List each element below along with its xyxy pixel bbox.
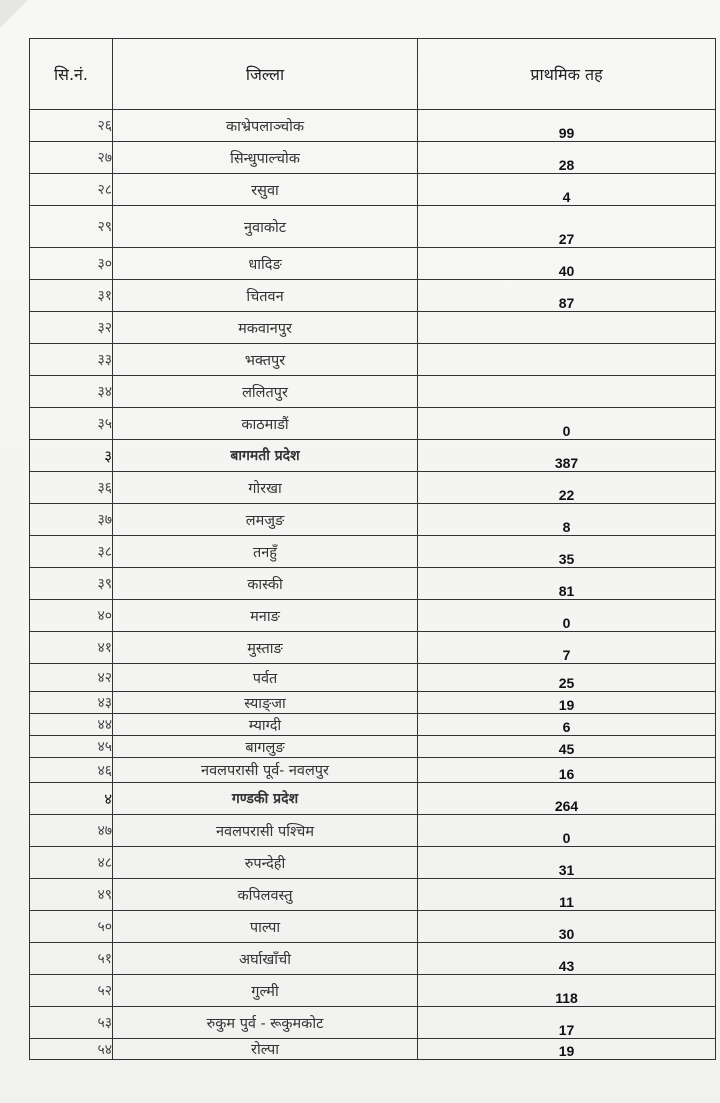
primary-level-value-cell: 27	[418, 206, 716, 248]
district-name-cell: म्याग्दी	[113, 714, 418, 736]
header-district: जिल्ला	[113, 39, 418, 110]
serial-number-cell: ३८	[30, 536, 113, 568]
primary-level-value-cell: 99	[418, 110, 716, 142]
district-name-cell: गोरखा	[113, 472, 418, 504]
serial-number-cell: ४१	[30, 632, 113, 664]
primary-level-value-cell: 19	[418, 1039, 716, 1060]
folded-corner	[0, 0, 40, 40]
serial-number-cell: ३४	[30, 376, 113, 408]
table-row	[30, 815, 716, 847]
district-name-cell: बागमती प्रदेश	[113, 440, 418, 472]
primary-level-value-cell: 35	[418, 536, 716, 568]
district-name-cell: नवलपरासी पश्चिम	[113, 815, 418, 847]
serial-number-cell: ४५	[30, 736, 113, 758]
district-name-cell: कपिलवस्तु	[113, 879, 418, 911]
serial-number-cell: २८	[30, 174, 113, 206]
primary-level-value-cell: 264	[418, 783, 716, 815]
district-name-cell: नुवाकोट	[113, 206, 418, 248]
primary-level-value-cell: 4	[418, 174, 716, 206]
district-name-cell: रुकुम पुर्व - रूकुमकोट	[113, 1007, 418, 1039]
primary-level-value-cell: 87	[418, 280, 716, 312]
serial-number-cell: ४६	[30, 758, 113, 783]
table-row	[30, 847, 716, 879]
primary-level-value-cell: 31	[418, 847, 716, 879]
district-name-cell: गुल्मी	[113, 975, 418, 1007]
serial-number-cell: ५१	[30, 943, 113, 975]
table-row	[30, 1007, 716, 1039]
primary-level-value-cell: 6	[418, 714, 716, 736]
table-row	[30, 376, 716, 408]
primary-level-value-cell: 43	[418, 943, 716, 975]
district-name-cell: मुस्ताङ	[113, 632, 418, 664]
district-name-cell: अर्घाखाँची	[113, 943, 418, 975]
district-name-cell: लमजुङ	[113, 504, 418, 536]
primary-level-value-cell: 28	[418, 142, 716, 174]
serial-number-cell: ४९	[30, 879, 113, 911]
district-name-cell: रसुवा	[113, 174, 418, 206]
table-row	[30, 408, 716, 440]
table-row	[30, 632, 716, 664]
header-primary-level: प्राथमिक तह	[418, 39, 716, 110]
serial-number-cell: ३	[30, 440, 113, 472]
serial-number-cell: ३७	[30, 504, 113, 536]
header-row	[30, 39, 716, 110]
table-row	[30, 110, 716, 142]
primary-level-value-cell: 7	[418, 632, 716, 664]
table-row	[30, 568, 716, 600]
primary-level-value-cell: 25	[418, 664, 716, 692]
serial-number-cell: ३६	[30, 472, 113, 504]
serial-number-cell: ३९	[30, 568, 113, 600]
serial-number-cell: ३३	[30, 344, 113, 376]
table-row	[30, 664, 716, 692]
primary-level-value-cell: 16	[418, 758, 716, 783]
table-row	[30, 472, 716, 504]
primary-level-value-cell	[418, 312, 716, 344]
serial-number-cell: ४८	[30, 847, 113, 879]
primary-level-value-cell: 8	[418, 504, 716, 536]
table-row	[30, 692, 716, 714]
primary-level-value-cell: 22	[418, 472, 716, 504]
serial-number-cell: ५०	[30, 911, 113, 943]
primary-level-value-cell: 19	[418, 692, 716, 714]
table-row	[30, 280, 716, 312]
table-row	[30, 736, 716, 758]
serial-number-cell: ५३	[30, 1007, 113, 1039]
serial-number-cell: ३०	[30, 248, 113, 280]
serial-number-cell: ३५	[30, 408, 113, 440]
table-row	[30, 344, 716, 376]
district-name-cell: मकवानपुर	[113, 312, 418, 344]
table-body	[30, 110, 716, 1060]
serial-number-cell: २९	[30, 206, 113, 248]
table-row-total	[30, 783, 716, 815]
table-row	[30, 1039, 716, 1060]
district-name-cell: सिन्धुपाल्चोक	[113, 142, 418, 174]
table-row	[30, 714, 716, 736]
serial-number-cell: ३२	[30, 312, 113, 344]
header-serial: सि.नं.	[30, 39, 113, 110]
district-name-cell: पाल्पा	[113, 911, 418, 943]
serial-number-cell: ४	[30, 783, 113, 815]
serial-number-cell: ४७	[30, 815, 113, 847]
serial-number-cell: ४२	[30, 664, 113, 692]
primary-level-value-cell: 0	[418, 600, 716, 632]
district-name-cell: मनाङ	[113, 600, 418, 632]
district-name-cell: चितवन	[113, 280, 418, 312]
primary-level-value-cell: 11	[418, 879, 716, 911]
district-name-cell: बागलुङ	[113, 736, 418, 758]
primary-level-value-cell: 0	[418, 408, 716, 440]
table-row	[30, 879, 716, 911]
district-name-cell: गण्डकी प्रदेश	[113, 783, 418, 815]
primary-level-value-cell: 40	[418, 248, 716, 280]
district-name-cell: रोल्पा	[113, 1039, 418, 1060]
table-row	[30, 911, 716, 943]
district-name-cell: काठमाडौं	[113, 408, 418, 440]
district-name-cell: ललितपुर	[113, 376, 418, 408]
table-row	[30, 758, 716, 783]
primary-level-value-cell	[418, 376, 716, 408]
primary-level-value-cell: 387	[418, 440, 716, 472]
district-name-cell: काभ्रेपलाञ्चोक	[113, 110, 418, 142]
table-row	[30, 174, 716, 206]
district-name-cell: पर्वत	[113, 664, 418, 692]
table-row	[30, 536, 716, 568]
table-row	[30, 600, 716, 632]
district-table	[29, 38, 716, 1060]
primary-level-value-cell: 0	[418, 815, 716, 847]
district-name-cell: भक्तपुर	[113, 344, 418, 376]
district-name-cell: रुपन्देही	[113, 847, 418, 879]
serial-number-cell: ४०	[30, 600, 113, 632]
primary-level-value-cell: 81	[418, 568, 716, 600]
table-row	[30, 943, 716, 975]
table-row	[30, 142, 716, 174]
table-row	[30, 975, 716, 1007]
serial-number-cell: २६	[30, 110, 113, 142]
primary-level-value-cell	[418, 344, 716, 376]
serial-number-cell: ३१	[30, 280, 113, 312]
district-name-cell: स्याङ्जा	[113, 692, 418, 714]
serial-number-cell: २७	[30, 142, 113, 174]
table-row	[30, 504, 716, 536]
primary-level-value-cell: 17	[418, 1007, 716, 1039]
serial-number-cell: ४३	[30, 692, 113, 714]
primary-level-value-cell: 45	[418, 736, 716, 758]
district-name-cell: नवलपरासी पूर्व- नवलपुर	[113, 758, 418, 783]
table-row	[30, 312, 716, 344]
page-bottom	[0, 1086, 720, 1103]
serial-number-cell: ४४	[30, 714, 113, 736]
district-name-cell: कास्की	[113, 568, 418, 600]
table-row	[30, 206, 716, 248]
district-name-cell: तनहुँ	[113, 536, 418, 568]
table-row-total	[30, 440, 716, 472]
primary-level-value-cell: 118	[418, 975, 716, 1007]
serial-number-cell: ५४	[30, 1039, 113, 1060]
table-row	[30, 248, 716, 280]
serial-number-cell: ५२	[30, 975, 113, 1007]
district-name-cell: धादिङ	[113, 248, 418, 280]
primary-level-value-cell: 30	[418, 911, 716, 943]
